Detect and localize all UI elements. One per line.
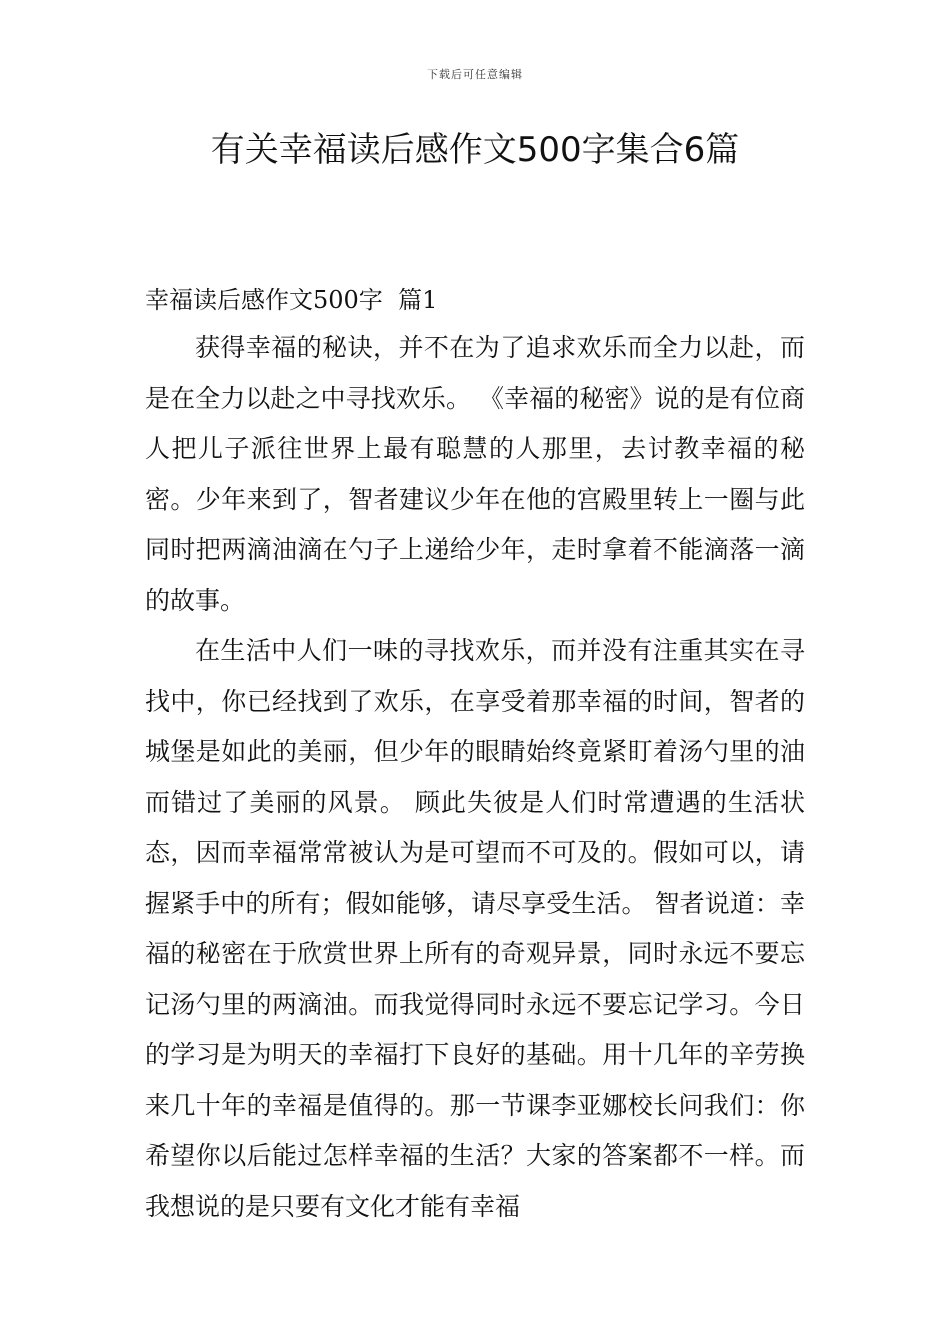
- paragraph-2: 在生活中人们一味的寻找欢乐，而并没有注重其实在寻找中，你已经找到了欢乐，在享受着那幸福的时间，智者的城堡是如此的美丽，但少年的眼睛始终竟紧盯着汤勺里的油而错过了美丽的风景。 顾此失彼是人们时常遭遇的生活状态，因而幸福常常被认为是可望而不可及的。假如可以，请握紧手中的所有；假如能够，请尽享受生活。 智者说道：幸福的秘密在于欣赏世界上所有的奇观异景，同时永远不要忘记汤勺里的两滴油。而我觉得同时永远不要忘记学习。今日的学习是为明天的幸福打下良好的基础。用十几年的辛劳换来几十年的幸福是值得的。那一节课李亚娜校长问我们：你希望你以后能过怎样幸福的生活？大家的答案都不一样。而我想说的是只要有文化才能有幸福: [145, 636, 805, 1221]
- section-heading: 幸福读后感作文500字 篇1: [145, 286, 438, 314]
- header-note: 下载后可任意编辑: [427, 68, 523, 81]
- body-text: [145, 323, 805, 1232]
- document-title: 有关幸福读后感作文500字集合6篇: [210, 130, 740, 170]
- paragraph-1: 获得幸福的秘诀，并不在为了追求欢乐而全力以赴，而是在全力以赴之中寻找欢乐。 《幸福的秘密》说的是有位商人把儿子派往世界上最有聪慧的人那里，去讨教幸福的秘密。少年来到了，智者建议少年在他的宫殿里转上一圈与此同时把两滴油滴在勺子上递给少年，走时拿着不能滴落一滴的故事。: [145, 333, 805, 615]
